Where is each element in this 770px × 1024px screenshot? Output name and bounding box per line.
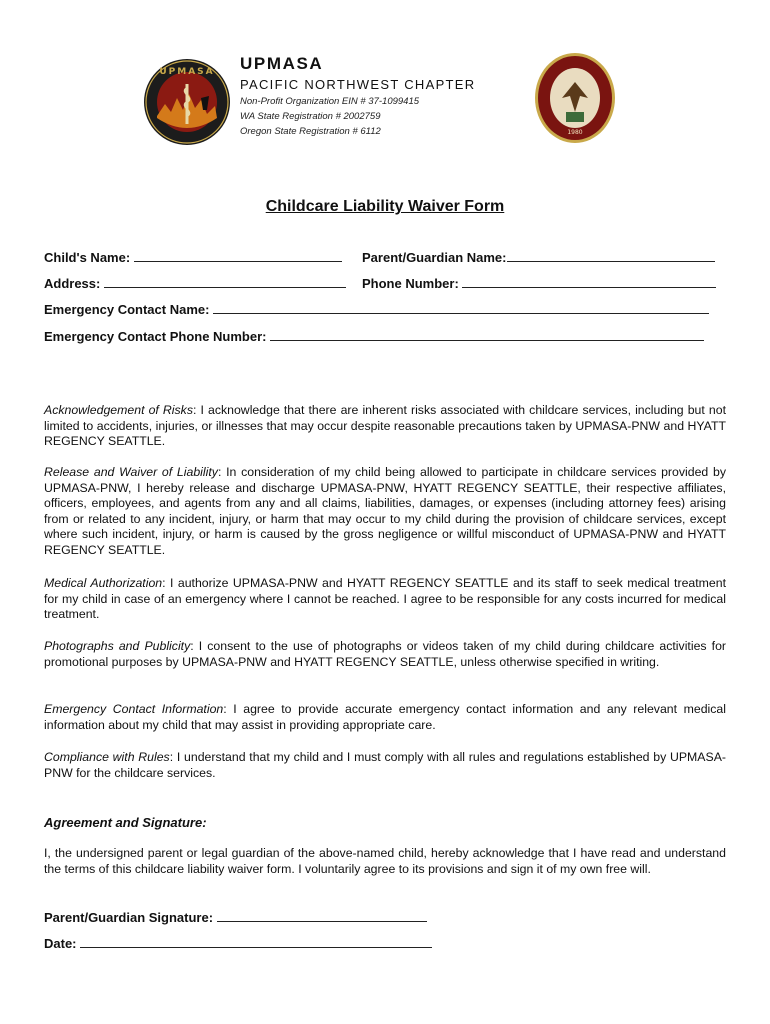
date-field[interactable] [44, 936, 432, 951]
date-label: Date: [44, 936, 77, 951]
section-compliance [44, 750, 726, 781]
section-body: : I acknowledge that there are inherent risks associated with childcare services, including but not limited to accidents, injuries, or illnesses that may occur despite reasonable precautions taken by UPMASA-PNW and HYATT REGENCY SEATTLE. [44, 403, 726, 449]
emergency-name-field[interactable] [44, 302, 709, 317]
section-release-waiver [44, 465, 726, 559]
child-name-field[interactable] [44, 250, 342, 265]
signature-field[interactable] [44, 910, 427, 925]
date-line[interactable] [80, 937, 432, 948]
section-acknowledgement [44, 403, 726, 450]
phone-label: Phone Number: [362, 276, 459, 291]
registration-wa: WA State Registration # 2002759 [240, 111, 381, 122]
form-title: Childcare Liability Waiver Form [265, 198, 505, 215]
address-label: Address: [44, 276, 101, 291]
parent-name-line[interactable] [507, 251, 715, 262]
section-heading: Medical Authorization [44, 576, 163, 590]
section-heading: Emergency Contact Information [44, 702, 224, 716]
address-field[interactable] [44, 276, 346, 291]
address-line[interactable] [104, 277, 346, 288]
emergency-phone-field[interactable] [44, 329, 704, 344]
emergency-name-label: Emergency Contact Name: [44, 302, 210, 317]
registration-ein: Non-Profit Organization EIN # 37-1099415 [240, 96, 420, 107]
upmasa-seal-logo [143, 58, 231, 146]
section-body: : I authorize UPMASA-PNW and HYATT REGENCY SEATTLE and its staff to seek medical treatment for my child in case of an emergency where I cannot be reached. I agree to be responsible for any costs incurred for medical treatment. [44, 576, 726, 622]
up-alumni-society-seal-logo [534, 52, 616, 144]
phone-field[interactable] [362, 276, 716, 291]
section-heading: Release and Waiver of Liability [44, 465, 218, 479]
section-body: : In consideration of my child being allowed to participate in childcare services provided by UPMASA-PNW, I hereby release and discharge UPMASA-PNW, HYATT REGENCY SEATTLE, their respective affiliates, officers, employees, and agents from any and all claims, liabilities, damages, or expenses (including attorney fees) arising from or related to any incident, injury, or harm that may occur to my child during the provision of childcare services, except where such incident, injury, or harm is caused by the gross negligence or willful misconduct of UPMASA-PNW and HYATT REGENCY SEATTLE. [44, 465, 726, 557]
signature-line[interactable] [217, 911, 427, 922]
section-body: : I agree to provide accurate emergency contact information and any relevant medical information about my child that may assist in providing appropriate care. [44, 702, 726, 732]
registration-oregon: Oregon State Registration # 6112 [240, 126, 381, 137]
phone-line[interactable] [462, 277, 716, 288]
parent-name-label: Parent/Guardian Name: [362, 250, 507, 265]
emergency-phone-label: Emergency Contact Phone Number: [44, 329, 267, 344]
section-heading: Photographs and Publicity [44, 639, 191, 653]
organization-name: UPMASA [240, 54, 324, 73]
signature-label: Parent/Guardian Signature: [44, 910, 214, 925]
right-seal-year: 1980 [567, 129, 583, 136]
section-medical-authorization [44, 576, 726, 623]
child-name-label: Child's Name: [44, 250, 131, 265]
section-body: : I understand that my child and I must comply with all rules and regulations established by UPMASA-PNW for the childcare services. [44, 750, 726, 780]
section-heading: Acknowledgement of Risks [44, 403, 193, 417]
emergency-phone-line[interactable] [270, 330, 704, 341]
chapter-name: PACIFIC NORTHWEST CHAPTER [240, 77, 476, 92]
section-body: : I consent to the use of photographs or videos taken of my child during childcare activities for promotional purposes by UPMASA-PNW and HYATT REGENCY SEATTLE, unless otherwise specified in writing. [44, 639, 727, 669]
emergency-name-line[interactable] [213, 303, 709, 314]
agreement-body: I, the undersigned parent or legal guardian of the above-named child, hereby acknowledge that I have read and understand the terms of this childcare liability waiver form. I voluntarily agree to its provisions and sign it of my own free will. [44, 846, 726, 876]
agreement-heading: Agreement and Signature: [44, 815, 207, 830]
section-heading: Compliance with Rules [44, 750, 170, 764]
section-photographs-publicity [44, 639, 726, 670]
left-seal-text: UPMASA [159, 67, 215, 77]
section-emergency-contact [44, 702, 726, 733]
parent-name-field[interactable] [362, 250, 715, 265]
child-name-line[interactable] [134, 251, 342, 262]
